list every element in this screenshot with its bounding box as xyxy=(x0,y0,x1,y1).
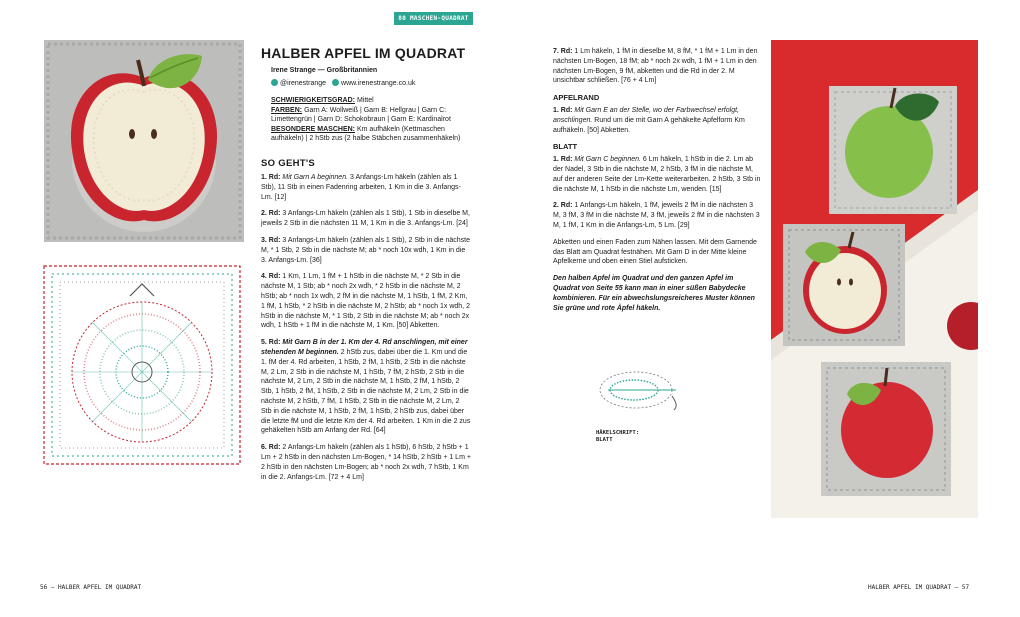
difficulty-label: SCHWIERIGKEITSGRAD: xyxy=(271,97,355,104)
instructions-column-2 xyxy=(553,47,761,320)
round-5: 5. Rd: Mit Garn B in der 1. Km der 4. Rd anschlingen, mit einer stehenden M beginnen. 2 hStb zus, dabei über die 1. Km und die 1. fM der 4. Rd arbeiten, 1 hStb, 2 fM, 1 hStb, 2 Stb in die nächste M, 2 Lm, 2 Stb in die nächste M, 1 hStb, 7 fM, 2 hStb, 2 Stb in die nächste M, 2 Lm, 2 Stb in die nächste M, 1 hStb, 2 fM, 1 hStb, 2 Stb, 1 hStb, 2 fM, 1 hStb, 2 Stb in die nächste M, 2 Lm, 2 Stb in die nächste M, 2 hStb, 7 fM, 1 hStb, 2 Stb in die nächste M, 2 Lm, 2 Stb in die nächste M, 1 hStb, 2 fM, 1 hStb, 2 hStb zus, dabei über die letzte fM und die letzte Km der 4. Rd arbeiten. 1 Km in die 2 zus gehäkelten hStb am Anfang der Rd. [64] xyxy=(261,339,471,435)
pattern-meta xyxy=(271,96,471,144)
page-title: HALBER APFEL IM QUADRAT xyxy=(261,45,466,61)
globe-icon xyxy=(332,79,339,86)
round-6: 6. Rd: 2 Anfangs-Lm häkeln (zählen als 1 hStb), 6 hStb, 2 hStb + 1 Lm + 2 hStb in den nächsten Lm-Bogen, * 14 hStb, 2 hStb + 1 Lm + 2 hStb in den nächsten Lm-Bogen; ab * noch 2x wdh, 7 hStb, 1 Km in die 2. Anfangs-Lm. [72 + 4 Lm] xyxy=(261,444,471,481)
author-line: Irene Strange — Großbritannien xyxy=(271,67,378,74)
round-4: 4. Rd: 1 Km, 1 Lm, 1 fM + 1 hStb in die nächste M, * 2 Stb in die nächste M, 1 Stb; ab * noch 2x wdh, * 2 hStb in die nächste M, 2 hStb; ab * noch 1x wdh, 2 fM in die nächste M, 1 hStb, 1 fM, 2 Km, 1 fM, 1 hStb, * 2 hStb in die nächste M, 2 hStb; ab * noch 1x wdh, 2 hStb in die nächste M, * 1 Stb, 2 Stb in die nächste M; ab * noch 2x wdh, 1 hStb + 1 fM in die nächste M, 1 Km. [50] Abketten. xyxy=(261,273,470,330)
apple-squares-photo xyxy=(771,40,978,518)
blatt-round-2: 2. Rd: 1 Anfangs-Lm häkeln, 1 fM, jeweils 2 fM in die nächsten 3 M, 3 fM, 3 fM in die nächste M, 3 fM, jeweils 2 fM in die nächsten 3 M, 1 fM, 1 Km in die Anfangs-Lm, 5 Lm. [29] xyxy=(553,202,760,229)
website-link[interactable]: www.irenestrange.co.uk xyxy=(332,79,415,87)
closing-note: Den halben Apfel im Quadrat und den ganzen Apfel im Quadrat von Seite 55 kann man in einer süßen Babydecke kombinieren. Für ein abwechslungsreicheres Muster können Sie grüne und rote Äpfel häkeln. xyxy=(553,275,755,312)
crochet-chart-square xyxy=(40,262,244,468)
apfelrand-round-1: 1. Rd: Mit Garn E an der Stelle, wo der Farbwechsel erfolgt, anschlingen. Rund um die mit Garn A gehäkelte Apfelform Km aufhäkeln. [50] Abketten. xyxy=(553,106,745,134)
round-1: 1. Rd: Mit Garn A beginnen. 3 Anfangs-Lm häkeln (zählen als 1 Stb), 11 Stb in einen Fadenring arbeiten, 1 Km in die 3. Anfangs-Lm. [12] xyxy=(261,174,461,201)
half-apple-photo xyxy=(44,40,244,242)
blatt-finish: Abketten und einen Faden zum Nähen lassen. Mit dem Garnende das Blatt am Quadrat festnähen. Mit Garn D in der Mitte kleine Apfelkerne und oben einen Stiel aufsticken. xyxy=(553,238,757,266)
blatt-round-1: 1. Rd: Mit Garn C beginnen. 6 Lm häkeln, 1 hStb in die 2. Lm ab der Nadel, 3 Stb in die nächste M, 2 hStb, 3 fM in die nächste M, auf der anderen Seite der Lm-Kette weiterarbeiten. 2 hStb, 3 Stb in die nächste M, 1 hStb in die nächste Lm, wenden. [15] xyxy=(553,156,761,193)
leaf-chart xyxy=(592,360,684,422)
instructions-heading: SO GEHT'S xyxy=(261,158,316,169)
blatt-heading: BLATT xyxy=(553,142,578,152)
instagram-handle[interactable]: @irenestrange xyxy=(271,79,326,87)
special-value: Km aufhäkeln (Kettmaschen aufhäkeln) | 2 hStb zus (2 halbe Stäbchen zusammenhäkeln) xyxy=(271,125,461,142)
instructions-column-1 xyxy=(261,173,471,489)
difficulty-value: Mittel xyxy=(356,97,374,104)
colors-label: FARBEN: xyxy=(271,106,303,114)
instagram-icon xyxy=(271,79,278,86)
social-links xyxy=(271,79,415,87)
apfelrand-heading: APFELRAND xyxy=(553,93,600,103)
special-label: BESONDERE MASCHEN: xyxy=(271,125,356,133)
round-7: 7. Rd: 1 Lm häkeln, 1 fM in dieselbe M, 8 fM, * 1 fM + 1 Lm in den nächsten Lm-Bogen, 18 fM; ab * noch 2x wdh, 1 fM + 1 Lm in den nächsten Lm-Bogen, 9 fM, abketten und die Rd in der 2. M unsichtbar schließen. [76 + 4 Lm] xyxy=(553,48,758,85)
leaf-chart-caption: HÄKELSCHRIFT: BLATT xyxy=(596,430,640,443)
footer-left: 56 — HALBER APFEL IM QUADRAT xyxy=(40,584,142,591)
round-2: 2. Rd: 3 Anfangs-Lm häkeln (zählen als 1 Stb), 1 Stb in dieselbe M, jeweils 2 Stb in die nächsten 11 M, 1 Km in die 3. Anfangs-Lm. [24] xyxy=(261,210,470,228)
colors-value: Garn A: Wollweiß | Garn B: Hellgrau | Garn C: Limettengrün | Garn D: Schokobraun | Garn E: Kardinalrot xyxy=(271,106,451,123)
footer-right: HALBER APFEL IM QUADRAT — 57 xyxy=(868,584,970,591)
round-3: 3. Rd: 3 Anfangs-Lm häkeln (zählen als 1 Stb), 2 Stb in die nächste M, * 1 Stb, 2 Stb in die nächste M; ab * noch 10x wdh, 1 Km in die 3. Anfangs-Lm. [36] xyxy=(261,236,470,264)
section-tag: 80 MASCHEN-QUADRAT xyxy=(394,12,473,25)
